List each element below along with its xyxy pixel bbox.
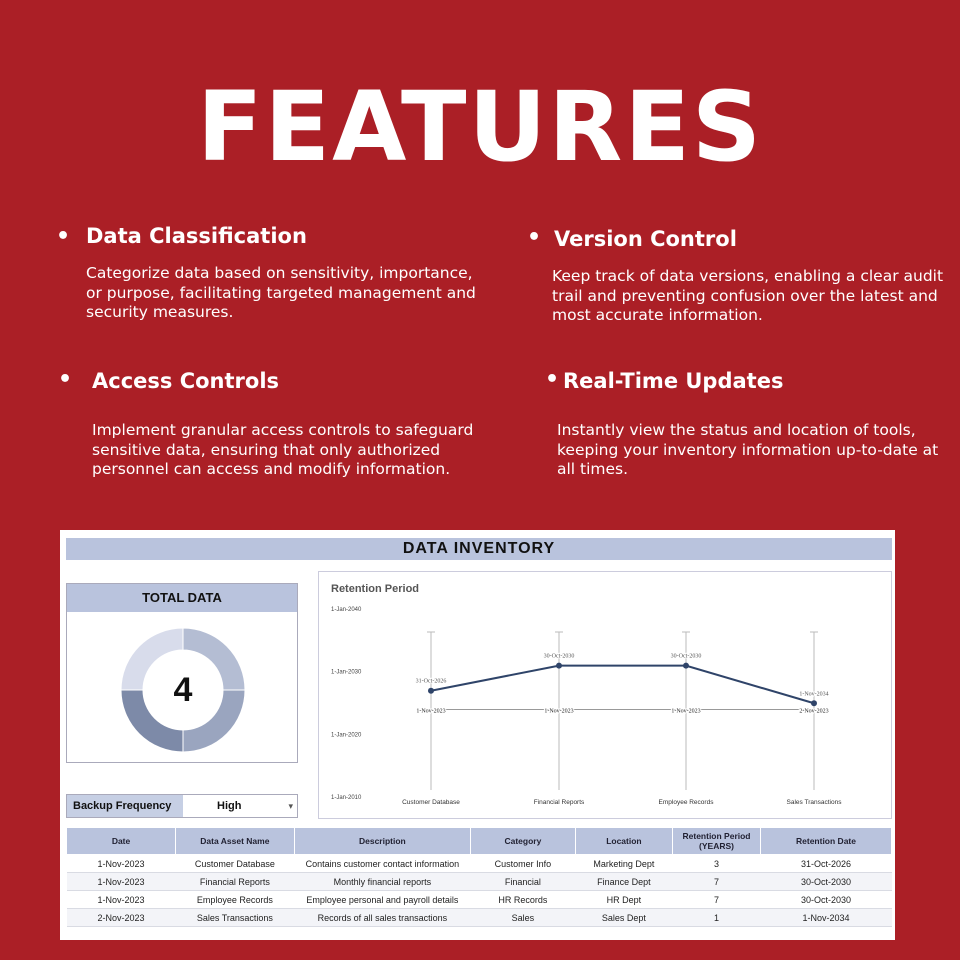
retention-chart — [318, 571, 892, 819]
table-cell: 31-Oct-2026 — [760, 855, 891, 873]
col-header: Retention Date — [760, 828, 891, 855]
retention-date-point — [811, 700, 817, 706]
table-cell: Customer Database — [176, 855, 295, 873]
table-cell: 2-Nov-2023 — [67, 909, 176, 927]
table-cell: Employee Records — [176, 891, 295, 909]
col-header: Data Asset Name — [176, 828, 295, 855]
table-row — [67, 873, 892, 891]
total-data-label: TOTAL DATA — [67, 584, 297, 612]
y-tick-label: 1-Jan-2010 — [331, 795, 362, 801]
feature-text: Categorize data based on sensitivity, importance, or purpose, facilitating targeted management and security measures. — [86, 264, 476, 321]
start-date-label: 1-Nov-2023 — [416, 708, 446, 715]
total-data-card — [66, 583, 298, 763]
bullet-icon: • — [527, 225, 542, 250]
start-date-label: 1-Nov-2023 — [544, 708, 574, 715]
col-header: Retention Period (YEARS) — [673, 828, 761, 855]
feature-heading: Access Controls — [92, 369, 280, 393]
retention-date-point — [428, 688, 434, 694]
feature-heading: Version Control — [554, 227, 737, 251]
col-header: Date — [67, 828, 176, 855]
table-cell: HR Records — [471, 891, 576, 909]
backup-frequency-select[interactable] — [66, 794, 298, 818]
retention-date-line — [431, 666, 814, 704]
table-cell: Finance Dept — [575, 873, 672, 891]
table-cell: Sales Dept — [575, 909, 672, 927]
feature-text: Implement granular access controls to safeguard sensitive data, ensuring that only authorized personnel can access and modify information. — [92, 421, 474, 478]
retention-date-point — [556, 663, 562, 669]
table-cell: Contains customer contact information — [294, 855, 470, 873]
page-title: FEATURES — [196, 71, 764, 183]
table-cell: 7 — [673, 873, 761, 891]
feature-access-controls — [58, 367, 478, 480]
backup-frequency-value: High — [217, 800, 242, 812]
bullet-icon: • — [545, 367, 560, 392]
table-cell: 30-Oct-2030 — [760, 873, 891, 891]
feature-text: Instantly view the status and location of tools, keeping your inventory information up-to-date at all times. — [557, 421, 939, 478]
table-cell: 7 — [673, 891, 761, 909]
table-cell: Sales — [471, 909, 576, 927]
table-cell: 1-Nov-2023 — [67, 891, 176, 909]
retention-date-point — [683, 663, 689, 669]
y-tick-label: 1-Jan-2030 — [331, 669, 362, 676]
retention-date-label: 30-Oct-2030 — [670, 653, 702, 660]
table-cell: Monthly financial reports — [294, 873, 470, 891]
table-cell: 1-Nov-2023 — [67, 855, 176, 873]
feature-text: Keep track of data versions, enabling a clear audit trail and preventing confusion over the latest and most accurate information. — [552, 267, 944, 324]
table-cell: 1 — [673, 909, 761, 927]
table-row — [67, 855, 892, 873]
table-cell: Financial Reports — [176, 873, 295, 891]
data-inventory-screenshot — [60, 530, 895, 940]
retention-date-label: 31-Oct-2026 — [415, 678, 447, 685]
table-cell: Financial — [471, 873, 576, 891]
category-label: Sales Transactions — [786, 799, 842, 806]
inventory-title: DATA INVENTORY — [66, 538, 892, 560]
table-cell: 3 — [673, 855, 761, 873]
y-tick-label: 1-Jan-2040 — [331, 607, 362, 613]
table-row — [67, 909, 892, 927]
table-cell: Customer Info — [471, 855, 576, 873]
category-label: Employee Records — [658, 799, 714, 806]
feature-version-control — [527, 225, 947, 326]
table-cell: 1-Nov-2023 — [67, 873, 176, 891]
table-cell: Sales Transactions — [176, 909, 295, 927]
table-cell: 1-Nov-2034 — [760, 909, 891, 927]
table-row — [67, 891, 892, 909]
start-date-label: 2-Nov-2023 — [799, 708, 829, 715]
backup-frequency-label: Backup Frequency — [67, 795, 183, 817]
retention-date-label: 1-Nov-2034 — [799, 691, 829, 698]
table-cell: Employee personal and payroll details — [294, 891, 470, 909]
category-label: Financial Reports — [533, 799, 585, 806]
table-cell: HR Dept — [575, 891, 672, 909]
chevron-down-icon[interactable]: ▾ — [288, 801, 293, 811]
table-cell: 30-Oct-2030 — [760, 891, 891, 909]
y-tick-label: 1-Jan-2020 — [331, 732, 362, 739]
retention-date-label: 30-Oct-2030 — [543, 653, 575, 660]
feature-heading: Data Classification — [86, 224, 307, 248]
table-cell: Records of all sales transactions — [294, 909, 470, 927]
col-header: Description — [294, 828, 470, 855]
feature-heading: Real-Time Updates — [563, 369, 784, 393]
chart-title: Retention Period — [331, 583, 420, 595]
category-label: Customer Database — [402, 799, 460, 806]
table-header-row — [67, 828, 892, 855]
col-header: Location — [575, 828, 672, 855]
retention-chart-svg — [319, 572, 891, 818]
bullet-icon: • — [58, 367, 73, 392]
total-data-value: 4 — [173, 671, 193, 709]
table-cell: Marketing Dept — [575, 855, 672, 873]
start-date-label: 1-Nov-2023 — [671, 708, 701, 715]
feature-data-classification — [56, 222, 476, 323]
col-header: Category — [471, 828, 576, 855]
bullet-icon: • — [56, 224, 71, 249]
data-inventory-table — [66, 827, 892, 927]
feature-real-time-updates — [545, 367, 945, 480]
